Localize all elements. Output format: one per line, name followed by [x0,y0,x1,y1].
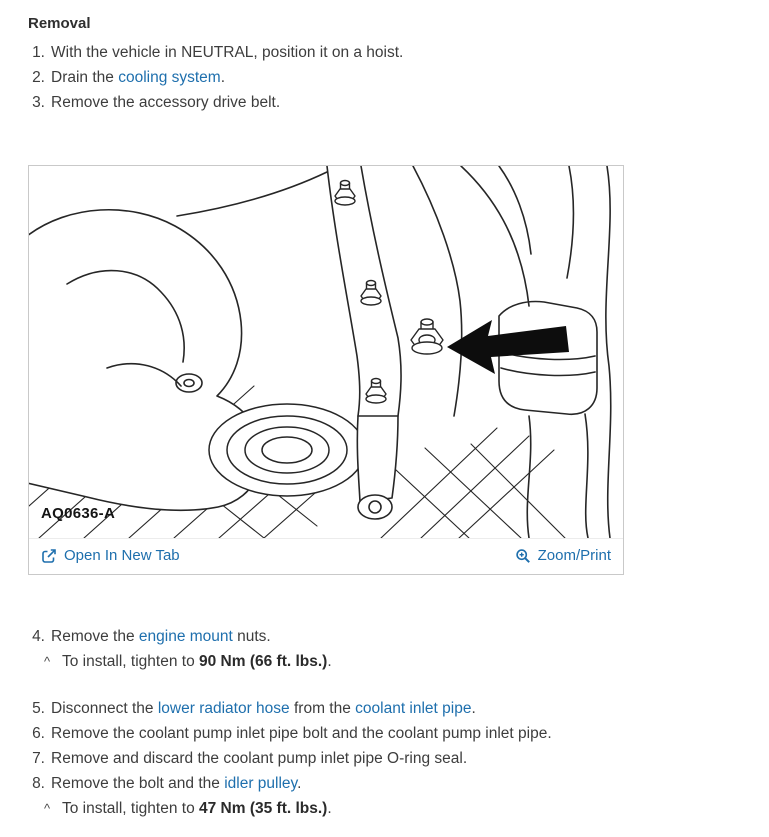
step-number: 7. [32,750,45,767]
text-run: from the [289,700,356,717]
figure-label: AQ0636-A [41,505,116,522]
list-item [28,40,769,65]
text-run: Remove the coolant pump inlet pipe bolt and the coolant pump inlet pipe. [51,725,552,742]
text-run: . [471,700,476,717]
note-marker: ^ [44,801,51,816]
install-note [28,796,769,821]
step-text [51,40,403,65]
step-text [51,721,552,746]
step-text [51,746,467,771]
install-note [28,649,769,674]
text-run: Remove the accessory drive belt. [51,94,281,111]
step-number: 4. [32,628,45,645]
step-number: 5. [32,700,45,717]
step-number: 1. [32,44,45,61]
zoom-print-link[interactable] [515,547,611,564]
text-run: Remove and discard the coolant pump inlet pipe O-ring seal. [51,750,468,767]
text-run: Drain the [51,69,119,86]
inline-link[interactable]: engine mount [138,628,233,645]
text-run: . [297,775,302,792]
text-run: Disconnect the [51,700,158,717]
list-item [28,721,769,746]
text-run: Remove the bolt and the [51,775,225,792]
step-list-mid [28,624,769,674]
figure-image-area [29,166,623,538]
stud-bolts [335,181,443,404]
step-text [51,771,301,796]
text-run: To install, tighten to [62,653,199,670]
text-run: With the vehicle in NEUTRAL, position it on a hoist. [51,44,404,61]
open-in-new-tab-link[interactable] [41,547,180,564]
step-list-bottom [28,696,769,821]
step-text [51,65,225,90]
text-run: . [327,800,332,817]
ribbed-mount [209,404,365,496]
list-item [28,696,769,721]
torque-value: 90 Nm (66 ft. lbs.) [199,653,328,670]
text-run: To install, tighten to [62,800,199,817]
target-nut [411,319,443,354]
open-in-new-tab-icon [41,548,57,564]
inline-link[interactable]: lower radiator hose [157,700,290,717]
text-run: . [327,653,332,670]
engine-mount-diagram [29,166,623,538]
figure-box [28,165,624,575]
step-text [51,90,280,115]
step-number: 8. [32,775,45,792]
list-item [28,65,769,90]
figure-footer [29,538,623,574]
step-number: 3. [32,94,45,111]
zoom-magnifier-icon [515,548,531,564]
page-title: Removal [28,15,91,32]
step-text [51,696,476,721]
step-list-top [28,40,769,115]
inline-link[interactable]: coolant inlet pipe [355,700,472,717]
note-text [62,649,332,674]
inline-link[interactable]: idler pulley [224,775,298,792]
list-item [28,90,769,115]
open-in-new-tab-label: Open In New Tab [64,547,180,564]
inline-link[interactable]: cooling system [118,69,221,86]
list-item [28,746,769,771]
list-item [28,624,769,649]
text-run: Remove the [51,628,139,645]
step-number: 2. [32,69,45,86]
torque-value: 47 Nm (35 ft. lbs.) [199,800,328,817]
note-marker: ^ [44,654,51,669]
zoom-print-label: Zoom/Print [537,547,611,564]
text-run: nuts. [232,628,271,645]
step-text [51,624,271,649]
text-run: . [220,69,226,86]
list-item [28,771,769,796]
note-text [62,796,332,821]
step-number: 6. [32,725,45,742]
